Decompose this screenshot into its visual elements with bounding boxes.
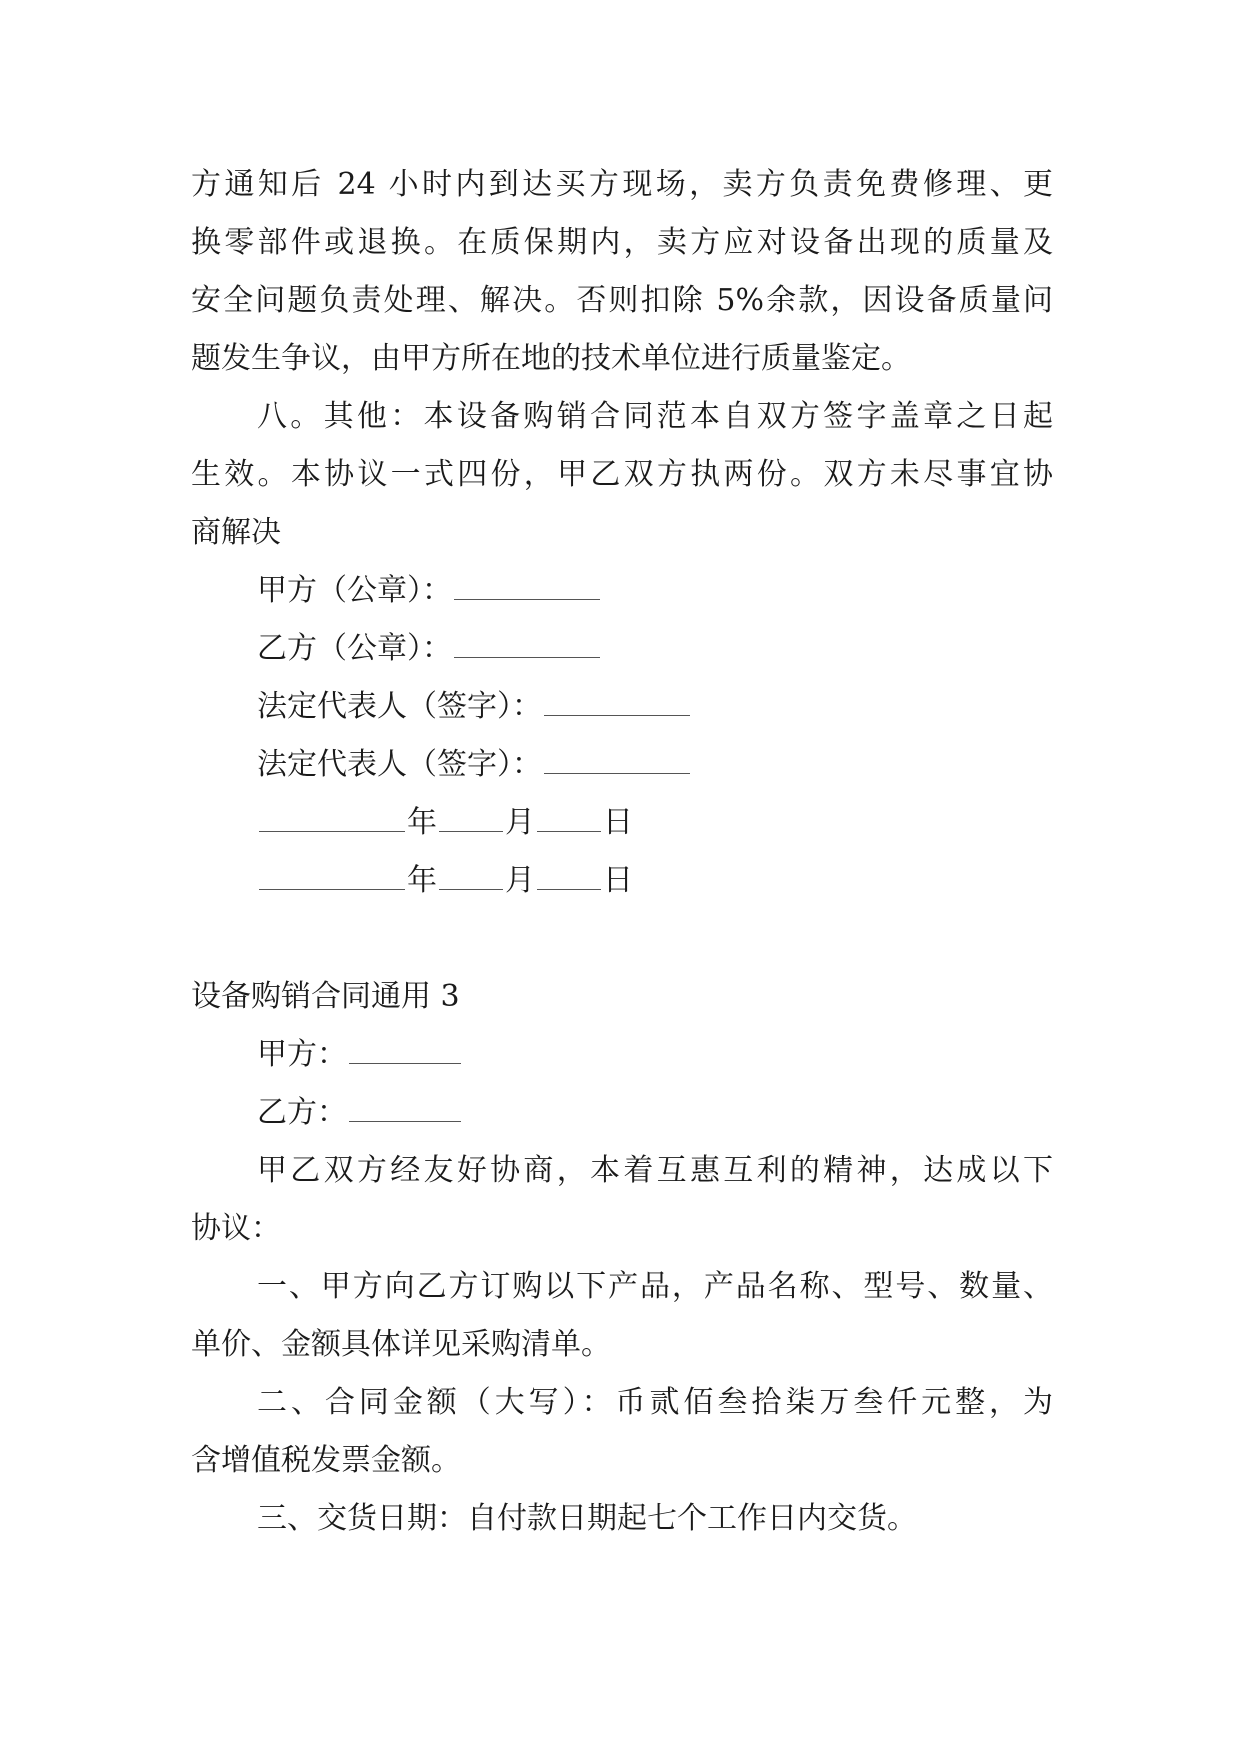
signature-label: 法定代表人（签字）： — [257, 747, 542, 782]
signature-blank — [544, 749, 690, 774]
signature-label: 法定代表人（签字）： — [257, 689, 542, 724]
body-line: 含增值税发票金额。 — [191, 1443, 461, 1478]
signature-label: 甲方（公章）： — [257, 573, 452, 608]
body-line: 商解决 — [191, 515, 281, 550]
body-line: 二、合同金额（大写）：币贰佰叁拾柒万叁仟元整，为 — [257, 1385, 1053, 1420]
party-blank — [349, 1097, 461, 1122]
date-blank — [537, 865, 601, 890]
date-blank — [439, 807, 503, 832]
date-day-label: 日 — [603, 863, 633, 898]
signature-blank — [454, 575, 600, 600]
body-line: 换零部件或退换。在质保期内，卖方应对设备出现的质量及 — [191, 225, 1053, 260]
date-blank — [259, 865, 405, 890]
body-line: 协议： — [191, 1211, 281, 1246]
signature-date-2 — [257, 852, 1053, 910]
body-line: 八。其他：本设备购销合同范本自双方签字盖章之日起 — [257, 399, 1053, 434]
body-line: 生效。本协议一式四份，甲乙双方执两份。双方未尽事宜协 — [191, 457, 1053, 492]
party-label: 乙方： — [257, 1095, 347, 1130]
signature-label: 乙方（公章）： — [257, 631, 452, 666]
date-month-label: 月 — [505, 805, 535, 840]
contract-party-a — [257, 1026, 1053, 1084]
signature-date-1 — [257, 794, 1053, 852]
date-blank — [537, 807, 601, 832]
body-line: 题发生争议，由甲方所在地的技术单位进行质量鉴定。 — [191, 341, 911, 376]
signature-blank — [544, 691, 690, 716]
signature-rep-2 — [257, 736, 1053, 794]
date-month-label: 月 — [505, 863, 535, 898]
body-line: 甲乙双方经友好协商，本着互惠互利的精神，达成以下 — [257, 1153, 1053, 1188]
signature-blank — [454, 633, 600, 658]
section-heading: 设备购销合同通用 3 — [191, 979, 460, 1014]
date-blank — [439, 865, 503, 890]
party-label: 甲方： — [257, 1037, 347, 1072]
body-line: 安全问题负责处理、解决。否则扣除 5%余款，因设备质量问 — [191, 283, 1053, 318]
date-day-label: 日 — [603, 805, 633, 840]
signature-party-b — [257, 620, 1053, 678]
party-blank — [349, 1039, 461, 1064]
date-blank — [259, 807, 405, 832]
date-year-label: 年 — [407, 863, 437, 898]
contract-party-b — [257, 1084, 1053, 1142]
date-year-label: 年 — [407, 805, 437, 840]
body-line: 方通知后 24 小时内到达买方现场，卖方负责免费修理、更 — [191, 167, 1053, 202]
signature-party-a — [257, 562, 1053, 620]
signature-rep-1 — [257, 678, 1053, 736]
body-line: 一、甲方向乙方订购以下产品，产品名称、型号、数量、 — [257, 1269, 1053, 1304]
body-line: 三、交货日期：自付款日期起七个工作日内交货。 — [257, 1501, 917, 1536]
body-line: 单价、金额具体详见采购清单。 — [191, 1327, 611, 1362]
